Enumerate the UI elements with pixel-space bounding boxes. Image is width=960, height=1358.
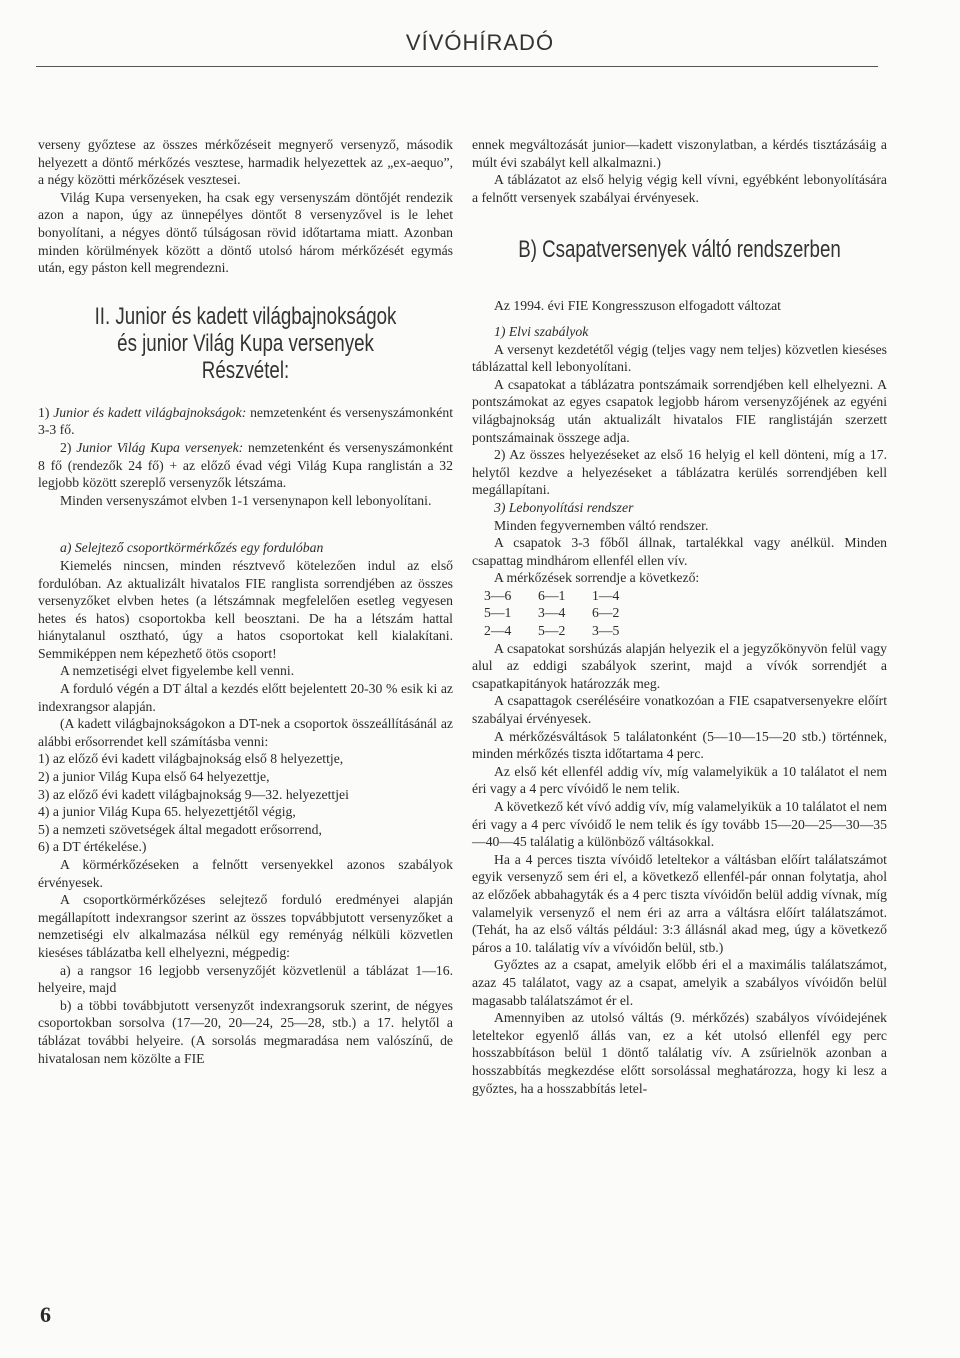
bout-cell: 3—4 [538, 605, 566, 621]
paragraph: A mérkőzések sorrendje a következő: [494, 570, 700, 586]
paragraph-text: nemzetenként és versenyszámonként 8 fő (rendezők 24 fő) + az előző évad végi Világ Kupa ranglistán a 32 legjobb között szereplő versenyzők létszáma. [38, 439, 453, 491]
paragraph-text: nemzetenként és versenyszámonként 3-3 fő. [38, 404, 453, 438]
paragraph: Az első két ellenfél addig vív, míg valamelyikük a 10 találatot el nem éri vagy a 4 perc vívóidő le nem telik. [472, 763, 887, 797]
bout-cell: 2—4 [484, 623, 512, 639]
right-column [472, 136, 887, 1097]
paragraph: Ha a 4 perces tiszta vívóidő leteltekor a váltásban előírt találatszámot egyik versenyző sem éri el, a következő ellenfél-pár onnan folytatja, ahol az előzőek abbahagyták és a 4 perc tiszta vívóidőn belül addig vívnak, míg valamelyik versenyző el nem éri az arra a váltásra előírt találatszámot. (Tehát, ha az első váltás például: 3:3 állásnál akad meg, úgy a következő páros a 10. találatig vív a vívóidőn belül, stb.) [472, 851, 887, 955]
list-item: 2) a junior Világ Kupa első 64 helyezettje, [38, 769, 270, 785]
paragraph: A táblázatot az első helyig végig kell vívni, egyébként lebonyolítására a felnőtt versenyek szabályai érvényesek. [472, 172, 887, 205]
paragraph: A nemzetiségi elvet figyelembe kell venni. [60, 663, 295, 679]
italic-term: Junior és kadett világbajnokságok: [53, 404, 247, 420]
bout-cell: 6—1 [538, 587, 566, 603]
bout-cell: 3—6 [484, 587, 512, 603]
bout-cell: 6—2 [592, 605, 620, 621]
bout-cell: 5—1 [484, 605, 512, 621]
paragraph: A csapatokat a táblázatra pontszámaik sorrendjében kell elhelyezni. A pontszámokat az egyes csapatok legjobb három versenyzőjének az egyéni világbajnokság után aktualizált hivatalos FIE ranglistáján szerzett pontszámainak összege adja. [472, 376, 887, 445]
paragraph: b) a többi továbbjutott versenyzőt indexrangsoruk szerint, de négyes csoportokban sorsolva (17—20, 20—24, 25—28, stb.) a 17. helytől a táblázat további helyeire. (A sorsolás megmaradása nem valószínű, de hivatalosan nem közölte a FIE [38, 997, 453, 1066]
paragraph: (A kadett világbajnokságokon a DT-nek a csoportok összeállításánál az alábbi erősorrendet kell számításba venni: [38, 716, 453, 749]
paragraph: Győztes az a csapat, amelyik előbb éri el a maximális találatszámot, azaz 45 találatot, vagy az a csapat, amelyik a szabályos vívóidőn belül magasabb találatszámot ér el. [472, 957, 887, 1008]
bout-order-table [472, 587, 887, 640]
paragraph: a) a rangsor 16 legjobb versenyzőjét közvetlenül a táblázat 1—16. helyeire, majd [38, 962, 453, 996]
paragraph: Kiemelés nincsen, minden résztvevő kötelezően indul az első fordulóban. Az aktualizált hivatalos FIE ranglista sorrendjében az összes versenyzőket elvben hetes (a létszámnak megfelelően esetleg vegyesen hetes és hatos) csoportokba kell beosztani. De ha a létszám hattal hiánytalanul osztható, úgy a hatos csoportokat kell kialakítani. Semmiképpen nem képezhető ötös csoport! [38, 557, 453, 661]
header-rule [36, 66, 878, 67]
paragraph: A következő két vívó addig vív, míg valamelyikük a 10 találatot el nem éri vagy a 4 perc vívóidő le nem telik és így tovább 15—20—25—30—35—40—45 találatig a különböző váltásokkal. [472, 799, 887, 850]
page-number: 6 [40, 1302, 51, 1327]
paragraph [38, 439, 453, 492]
subsection-heading: 1) Elvi szabályok [494, 323, 589, 339]
table-row [484, 587, 887, 605]
paragraph: A forduló végén a DT által a kezdés előtt bejelentett 20-30 % esik ki az indexrangsor alapján. [38, 681, 453, 714]
subsection-heading: 3) Lebonyolítási rendszer [494, 499, 634, 515]
paragraph: ennek megváltozását junior—kadett viszonylatban, a kérdés tisztázásáig a múlt évi szabályt kell alkalmazni.) [472, 137, 887, 170]
heading-line-1: II. Junior és kadett világbajnokságok [94, 302, 397, 330]
paragraph: A versenyt kezdetétől végig (teljes vagy nem teljes) közvetlen kieséses táblázattal kell lebonyolítani. [472, 341, 887, 375]
paragraph: A körmérkőzéseken a felnőtt versenyekkel azonos szabályok érvényesek. [38, 857, 453, 890]
list-item: 5) a nemzeti szövetségek által megadott erősorrend, [38, 821, 322, 837]
table-row [484, 622, 887, 640]
list-item: 3) az előző évi kadett világbajnokság 9—32. helyezettjei [38, 786, 349, 802]
bout-cell: 5—2 [538, 623, 566, 639]
list-item: 1) az előző évi kadett világbajnokság első 8 helyezettje, [38, 751, 344, 767]
section-heading [84, 303, 408, 384]
paragraph [38, 404, 453, 439]
paragraph: A csapattagok cseréléséire vonatkozóan a FIE csapatversenyekre előírt szabályai érvényesek. [472, 693, 887, 727]
paragraph: A mérkőzésváltások 5 találatonként (5—10—15—20 stb.) történnek, minden mérkőzés tiszta időtartama 4 perc. [472, 728, 887, 762]
heading-line-2: és junior Világ Kupa versenyek [117, 329, 374, 357]
list-number: 1) [38, 404, 54, 420]
paragraph: verseny győztese az összes mérkőzéseit megnyerő versenyző, második helyezett a döntő mérkőzés vesztese, harmadik helyezettek az „ex-aequo”, a négy közötti mérkőzések vesztesei. [38, 137, 453, 188]
paragraph: Világ Kupa versenyeken, ha csak egy versenyszám döntőjét rendezik azon a napon, úgy az ünnepélyes döntőt 8 versenyzővel is le lehet bonyolítani, a négyes döntő túlságosan rövid időtartama miatt. Azonban minden körülmények között a döntő utolsó három mérkőzését egymás után, egy páston kell megrendezni. [38, 189, 453, 276]
paragraph: Minden fegyvernemben váltó rendszer. [494, 517, 709, 533]
paragraph: Minden versenyszámot elvben 1-1 versenynapon kell lebonyolítani. [60, 492, 432, 508]
paragraph: Az 1994. évi FIE Kongresszuson elfogadott változat [494, 298, 781, 314]
paragraph: 2) Az összes helyezéseket az első 16 helyig el kell dönteni, míg a 17. helytől kezdve a helyezéseket a táblázatra kerülés sorrendjében kell megállapítani. [472, 447, 887, 498]
page-header-title: VÍVÓHÍRADÓ [405, 30, 555, 55]
bout-cell: 1—4 [592, 587, 620, 603]
section-heading: B) Csapatversenyek váltó rendszerben [518, 236, 841, 264]
paragraph: Amennyiben az utolsó váltás (9. mérkőzés) szabályos vívóidejének leteltekor egyenlő állás van, ez a két utolsó ellenfél egy perc hosszabbításon belül 1 döntő találatig vív. A zsűrielnök azonban a hosszabbítás megkezdése előtt sorsolással meghatározza, hogy ki lesz a győztes, ha a hosszabbítás letel- [472, 1010, 887, 1096]
list-item: 4) a junior Világ Kupa 65. helyezettjétől végig, [38, 804, 296, 820]
table-row [484, 604, 887, 622]
subsection-heading: a) Selejtező csoportkörmérkőzés egy fordulóban [60, 540, 324, 556]
list-number: 2) [60, 439, 77, 455]
bout-cell: 3—5 [592, 623, 620, 639]
paragraph: A csapatokat sorshúzás alapján helyezik el a jegyzőkönyvön felül vagy alul az eddigi szabályok szerint, majd a vívók sorrendjét a csapatkapitányok határozzák meg. [472, 640, 887, 691]
paragraph: A csoportkörmérkőzéses selejtező forduló eredményei alapján megállapított indexrangsor szerint az összes topvábbjutott versenyzőket a nemzetiségi elv alkalmazása nélkül egy reményág nélküli közvetlen kieséses táblázatba kell elhelyezni, mégpedig: [38, 892, 453, 960]
paragraph: A csapatok 3-3 főből állnak, tartalékkal vagy anélkül. Minden csapattag mindhárom ellenfél ellen vív. [472, 535, 887, 568]
heading-line-3: Részvétel: [201, 356, 290, 384]
italic-term: Junior Világ Kupa versenyek: [76, 439, 244, 455]
left-column [38, 136, 453, 1067]
list-item: 6) a DT értékelése.) [38, 839, 147, 855]
